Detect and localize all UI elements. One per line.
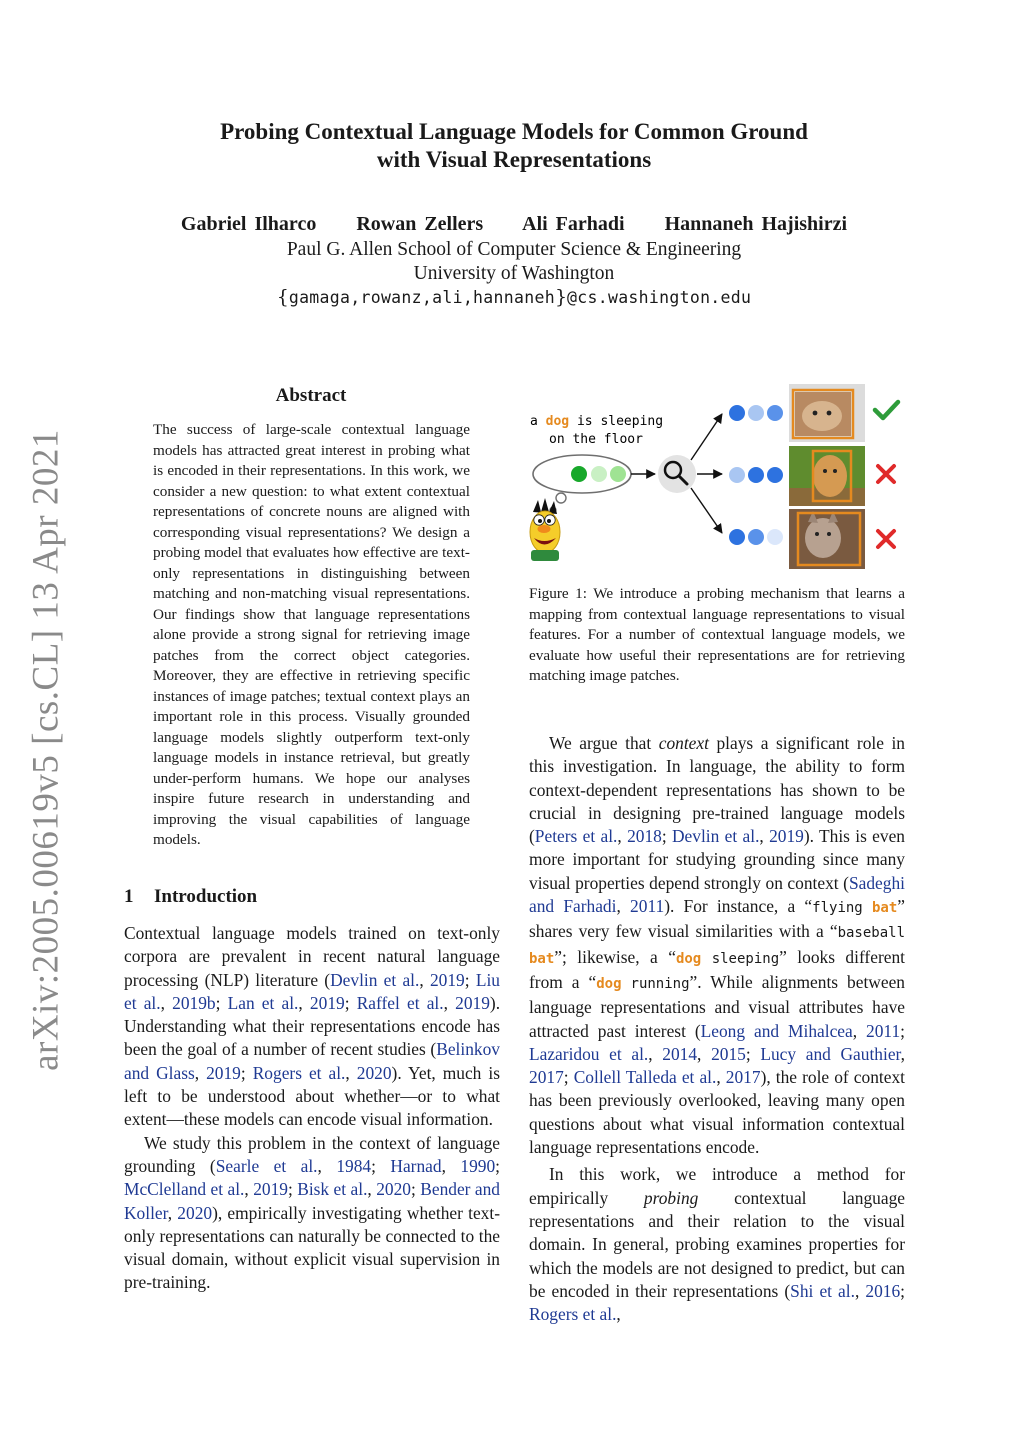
citation-link[interactable]: Raffel et al. xyxy=(356,992,444,1013)
citation-link[interactable]: 2019 xyxy=(253,1179,288,1200)
check-icon xyxy=(875,402,898,418)
right-paragraph-1: We argue that context plays a significant role in this investigation. In language, the ability to form context-dependent representations has shown to be crucial in designing pre-trained language models (Peters et al., 2018; Devlin et al., 2019). This is even more important for studying grounding since many visual properties depend strongly on context (Sadeghi and Farhadi, 2011). For instance, a “flying bat” shares very few visual similarities with a “baseball bat”; likewise, a “dog sleeping” looks different from a “dog running”. While alignments between language representations and visual attributes have attracted past interest (Leong and Mihalcea, 2011; Lazaridou et al., 2014, 2015; Lucy and Gauthier, 2017; Collell Talleda et al., 2017), the role of context has been previously overlooked, leaving many open questions about what visual information contextual language representations encode. xyxy=(529,733,906,1158)
citation-link[interactable]: Liu et al. xyxy=(124,969,500,1013)
candidate-row-3 xyxy=(729,509,894,569)
citation-link[interactable]: Rogers et al. xyxy=(252,1062,346,1083)
citation-link[interactable]: Collell Talleda et al. xyxy=(573,1067,717,1088)
citation-link[interactable]: Lucy and Gauthier xyxy=(760,1043,901,1064)
citation-link[interactable]: Shi et al. xyxy=(790,1280,855,1301)
author-list xyxy=(150,213,878,236)
citation-link[interactable]: McClelland et al. xyxy=(124,1179,245,1200)
email-brace-open: { xyxy=(276,286,289,308)
abstract-body: The success of large-scale contextual language models has attracted great interest in probing what is encoded in their representations. In this work, we consider a new question: to what extent contextual representations of concrete nouns are aligned with corresponding visual representations? We design a probing model that evaluates how effective are text-only representations in distinguishing between matching and non-matching visual representations. Our findings show that language representations alone provide a strong signal for retrieving image patches from the correct object categories. Moreover, they are effective in retrieving specific instances of image patches; textual context plays an important role in this process. Visually grounded language models slightly outperform text-only language models in instance retrieval, but greatly under-perform humans. We hope our analyses inspire future research in understanding and improving the visual capabilities of language models. xyxy=(153,421,470,848)
figure-1-caption: Figure 1: We introduce a probing mechanism that learns a mapping from contextual language representations to visual features. For a number of contextual language models, we evaluate how useful their representations are for retrieving matching image patches. xyxy=(529,585,905,684)
section-number: 1 xyxy=(124,886,134,907)
citation-link[interactable]: Rogers et al. xyxy=(529,1304,617,1325)
author: Hannaneh Hajishirzi xyxy=(664,213,848,235)
email-domain: @cs.washington.edu xyxy=(567,288,752,307)
citation-link[interactable]: Devlin et al. xyxy=(330,969,420,990)
embedding-dot xyxy=(571,466,587,482)
citation-link[interactable]: 2020 xyxy=(356,1062,392,1083)
citation-link[interactable]: 2011 xyxy=(866,1020,901,1041)
introduction-column xyxy=(124,922,500,1295)
intro-paragraph-1: Contextual language models trained on text-only corpora are prevalent in recent natural language processing (NLP) literature (Devlin et al., 2019; Liu et al., 2019b; Lan et al., 2019; Raffel et al., 2019). Understanding what their representations encode has been the goal of a number of recent studies (Belinkov and Glass, 2019; Rogers et al., 2020). Yet, much is left to be understood about whether—or to what extent—these models can encode visual information. xyxy=(124,923,501,1130)
citation-link[interactable]: 2019 xyxy=(455,992,490,1013)
author: Ali Farhadi xyxy=(522,213,625,235)
citation-link[interactable]: 2016 xyxy=(865,1280,901,1301)
section-title: Introduction xyxy=(154,886,258,907)
citation-link[interactable]: 2019 xyxy=(309,992,345,1013)
right-paragraph-2: In this work, we introduce a method for empirically probing contextual language representations and their relation to the visual domain. In general, probing examines properties for which the models are not designed to predict, but can be encoded in their representations (Shi et al., 2016; Rogers et al., xyxy=(529,1164,906,1325)
citation-link[interactable]: 2011 xyxy=(630,896,665,917)
citation-link[interactable]: Leong and Mihalcea xyxy=(700,1020,853,1041)
citation-link[interactable]: Belinkov and Glass xyxy=(124,1039,500,1083)
author: Rowan Zellers xyxy=(356,213,484,235)
citation-link[interactable]: Bender and Koller xyxy=(124,1179,501,1223)
citation-link[interactable]: 2019b xyxy=(172,992,216,1013)
email-brace-close: } xyxy=(554,286,568,308)
citation-link[interactable]: 2018 xyxy=(627,826,662,847)
citation-link[interactable]: 2020 xyxy=(376,1179,411,1200)
candidate-row-2 xyxy=(729,446,894,506)
citation-link[interactable]: 2020 xyxy=(177,1202,213,1223)
cross-icon xyxy=(878,466,894,482)
citation-link[interactable]: 2019 xyxy=(769,826,804,847)
citation-link[interactable]: 2019 xyxy=(429,969,465,990)
citation-link[interactable]: Lan et al. xyxy=(227,992,299,1013)
citation-link[interactable]: Peters et al. xyxy=(534,826,618,847)
citation-link[interactable]: Harnad xyxy=(390,1155,442,1176)
citation-link[interactable]: 2014 xyxy=(662,1043,698,1064)
citation-link[interactable]: Bisk et al. xyxy=(297,1179,368,1200)
citation-link[interactable]: Lazaridou et al. xyxy=(529,1043,649,1064)
right-column-body xyxy=(529,732,905,1326)
citation-link[interactable]: Devlin et al. xyxy=(672,826,760,847)
affiliation-university: University of Washington xyxy=(413,263,615,284)
author-emails[interactable] xyxy=(150,286,878,308)
embedding-dot xyxy=(610,466,626,482)
intro-paragraph-2: We study this problem in the context of language grounding (Searle et al., 1984; Harnad, 1990; McClelland et al., 2019; Bisk et al., 2020; Bender and Koller, 2020), empirically investigating whether text-only representations can naturally be connected to the visual domain, without explicit visual supervision in pre-training. xyxy=(124,1132,501,1293)
paper-title xyxy=(150,118,878,174)
title-line-1: Probing Contextual Language Models for Common Ground xyxy=(220,119,808,144)
arrow xyxy=(691,414,722,460)
arxiv-stamp-text: arXiv:2005.00619v5 [cs.CL] 13 Apr 2021 xyxy=(25,429,67,1071)
figure-sentence-line-2: on the floor xyxy=(549,432,643,447)
figure-1 xyxy=(527,380,907,580)
citation-link[interactable]: Sadeghi and Farhadi xyxy=(529,872,905,917)
citation-link[interactable]: 2017 xyxy=(725,1067,761,1088)
cross-icon xyxy=(878,531,894,547)
citation-link[interactable]: 2017 xyxy=(529,1067,564,1088)
thought-bubble xyxy=(533,455,631,513)
arrow xyxy=(691,488,722,533)
author: Gabriel Ilharco xyxy=(180,213,317,235)
arxiv-stamp xyxy=(22,429,70,1071)
candidate-row-1 xyxy=(729,384,898,442)
email-users: gamaga,rowanz,ali,hannaneh xyxy=(288,288,555,307)
figure-sentence-line-1: a dog is sleeping xyxy=(530,414,664,429)
figure-highlight-word: dog xyxy=(545,414,570,429)
citation-link[interactable]: Searle et al. xyxy=(215,1155,318,1176)
citation-link[interactable]: 1990 xyxy=(460,1155,496,1176)
abstract-heading: Abstract xyxy=(275,385,347,406)
embedding-dot xyxy=(591,466,607,482)
affiliation-school: Paul G. Allen School of Computer Science & Engineering xyxy=(286,239,742,260)
probe-search-icon xyxy=(658,455,696,493)
citation-link[interactable]: 2019 xyxy=(206,1062,241,1083)
citation-link[interactable]: 1984 xyxy=(336,1155,372,1176)
section-heading-introduction xyxy=(124,886,257,908)
title-line-2: with Visual Representations xyxy=(376,147,652,172)
citation-link[interactable]: 2015 xyxy=(711,1043,746,1064)
